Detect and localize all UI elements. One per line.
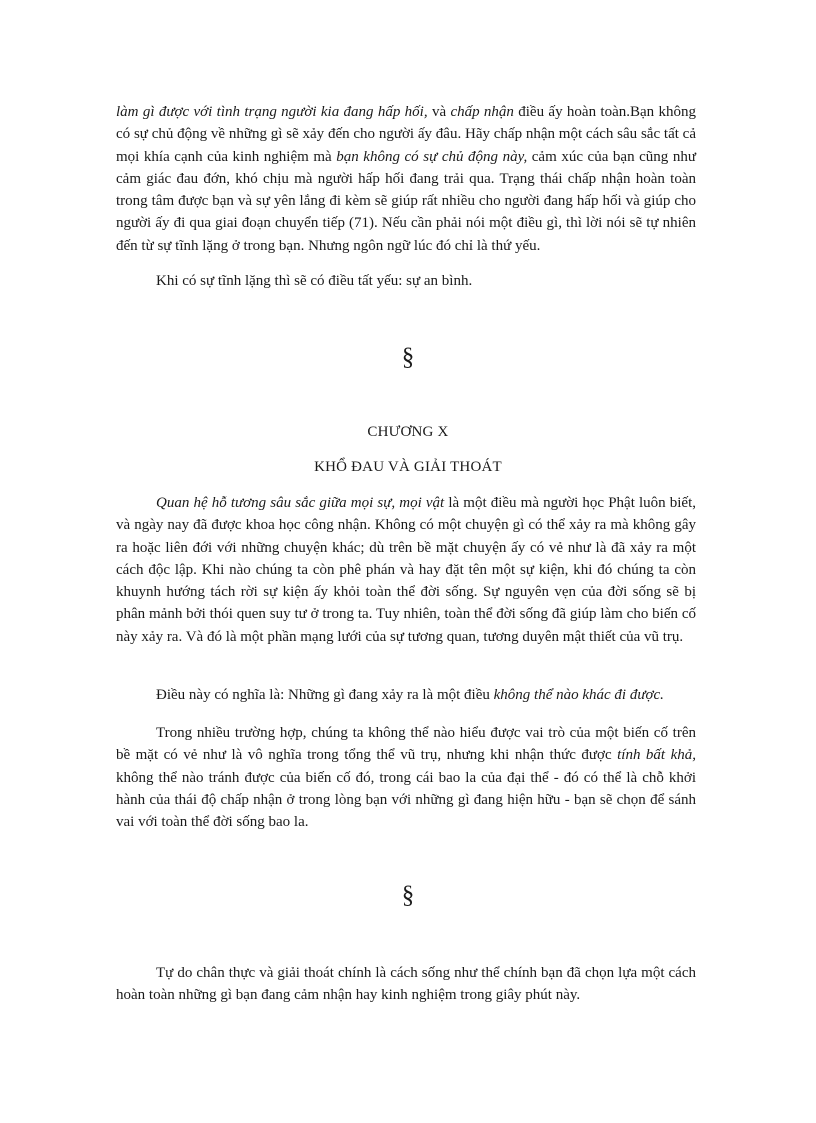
paragraph-true-freedom: Tự do chân thực và giải thoát chính là cách sống như thể chính bạn đã chọn lựa một cách hoàn toàn những gì bạn đang cảm nhận hay kinh nghiệm trong giây phút này. [116,965,696,1004]
chapter-number: CHƯƠNG X [367,424,449,440]
paragraph-inevitability: Trong nhiều trường hợp, chúng ta không thể nào hiểu được vai trò của một biến cố trên bề mặt có vẻ như là vô nghĩa trong tổng thể vũ trụ, nhưng khi nhận thức được tính bất khả, không thể nào tránh được của biến cố đó, trong cái bao la của đại thể - đó có thể là chỗ khởi hành của thái độ chấp nhận ở trong lòng bạn với những gì đang hiện hữu - bạn sẽ chọn để sánh vai với toàn thể đời sống bao la. [116,725,696,831]
chapter-title: KHỔ ĐAU VÀ GIẢI THOÁT [314,459,502,475]
paragraph-meaning: Điều này có nghĩa là: Những gì đang xảy ra là một điều không thể nào khác đi được. [156,687,664,703]
section-mark: § [401,344,415,371]
paragraph-dying-acceptance: làm gì được với tình trạng người kia đang hấp hối, và chấp nhận điều ấy hoàn toàn.Bạn không có sự chủ động về những gì sẽ xảy đến cho người ấy đâu. Hãy chấp nhận một cách sâu sắc tất cả mọi khía cạnh của kinh nghiệm mà bạn không có sự chủ động này, cảm xúc của bạn cũng như cảm giác đau đớn, khó chịu mà người hấp hối đang trải qua. Trạng thái chấp nhận hoàn toàn trong tâm được bạn và sự yên lắng đi kèm sẽ giúp rất nhiều cho người đang hấp hối và giúp cho người ấy đi qua giai đoạn chuyển tiếp (71). Nếu cần phải nói một điều gì, thì lời nói sẽ tự nhiên đến từ sự tĩnh lặng ở trong bạn. Nhưng ngôn ngữ lúc đó chỉ là thứ yếu. [116,104,696,254]
paragraph-stillness-peace: Khi có sự tĩnh lặng thì sẽ có điều tất yếu: sự an bình. [156,273,473,289]
paragraph-interconnection: Quan hệ hỗ tương sâu sắc giữa mọi sự, mọi vật là một điều mà người học Phật luôn biết, và ngày nay đã được khoa học công nhận. Không có một chuyện gì có thể xảy ra mà không gây ra hoặc liên đới với những chuyện khác; dù trên bề mặt chuyện ấy có vẻ như là đã xảy ra một cách độc lập. Khi nào chúng ta còn phê phán và hay đặt tên một sự kiện, khi đó chúng ta còn khuynh hướng tách rời sự kiện ấy khỏi toàn thể đời sống. Sự nguyên vẹn của đời sống sẽ bị phân mảnh bởi thói quen suy tư ở trong ta. Tuy nhiên, toàn thể đời sống đã giúp làm cho biến cố này xảy ra. Và đó là một phần mạng lưới của sự tương quan, tương duyên mật thiết của vũ trụ. [116,495,697,645]
section-mark: § [401,882,415,909]
